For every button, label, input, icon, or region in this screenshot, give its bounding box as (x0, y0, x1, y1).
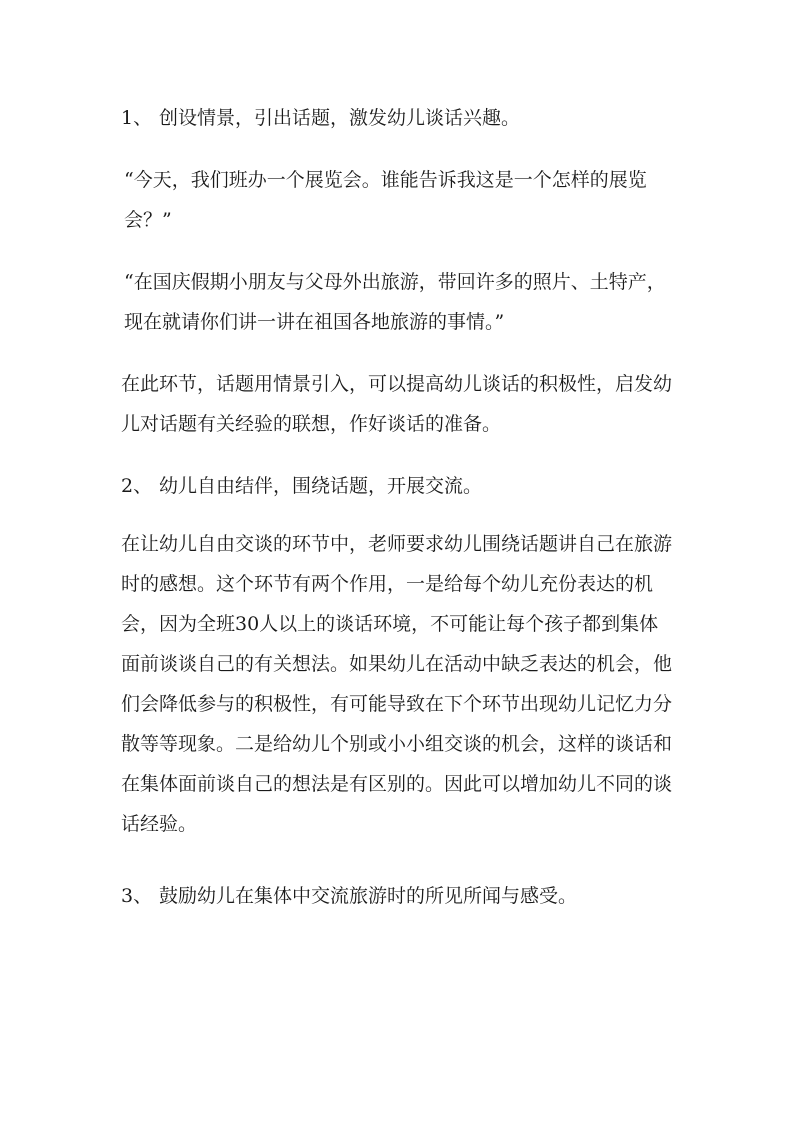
section-title: 幼儿自由结伴，围绕话题，开展交流。 (159, 475, 483, 497)
quote-paragraph-1: “今天，我们班办一个展览会。谁能告诉我这是一个怎样的展览会？” (124, 169, 647, 231)
section-title: 创设情景，引出话题，激发幼儿谈话兴趣。 (159, 107, 521, 129)
section-heading-2 (121, 466, 677, 506)
section-heading-3 (121, 876, 677, 916)
section-title: 鼓励幼儿在集体中交流旅游时的所见所闻与感受。 (159, 885, 578, 907)
section-number: 3、 (121, 885, 153, 907)
quote-paragraph-2: “在国庆假期小朋友与父母外出旅游，带回许多的照片、土特产，现在就请你们讲一讲在祖国各地旅游的事情。” (124, 271, 666, 333)
section-number: 1、 (121, 107, 153, 129)
note-paragraph-2: 在让幼儿自由交谈的环节中，老师要求幼儿围绕话题讲自己在旅游时的感想。这个环节有两个作用，一是给每个幼儿充份表达的机会，因为全班30人以上的谈话环境，不可能让每个孩子都到集体面前谈谈自己的有关想法。如果幼儿在活动中缺乏表达的机会，他们会降低参与的积极性，有可能导致在下个环节出现幼儿记忆力分散等等现象。二是给幼儿个别或小小组交谈的机会，这样的谈话和在集体面前谈自己的想法是有区别的。因此可以增加幼儿不同的谈话经验。 (121, 533, 673, 835)
section-heading-1 (121, 98, 677, 138)
note-paragraph-1: 在此环节，话题用情景引入，可以提高幼儿谈话的积极性，启发幼儿对话题有关经验的联想，作好谈话的准备。 (121, 373, 673, 435)
section-number: 2、 (121, 475, 153, 497)
